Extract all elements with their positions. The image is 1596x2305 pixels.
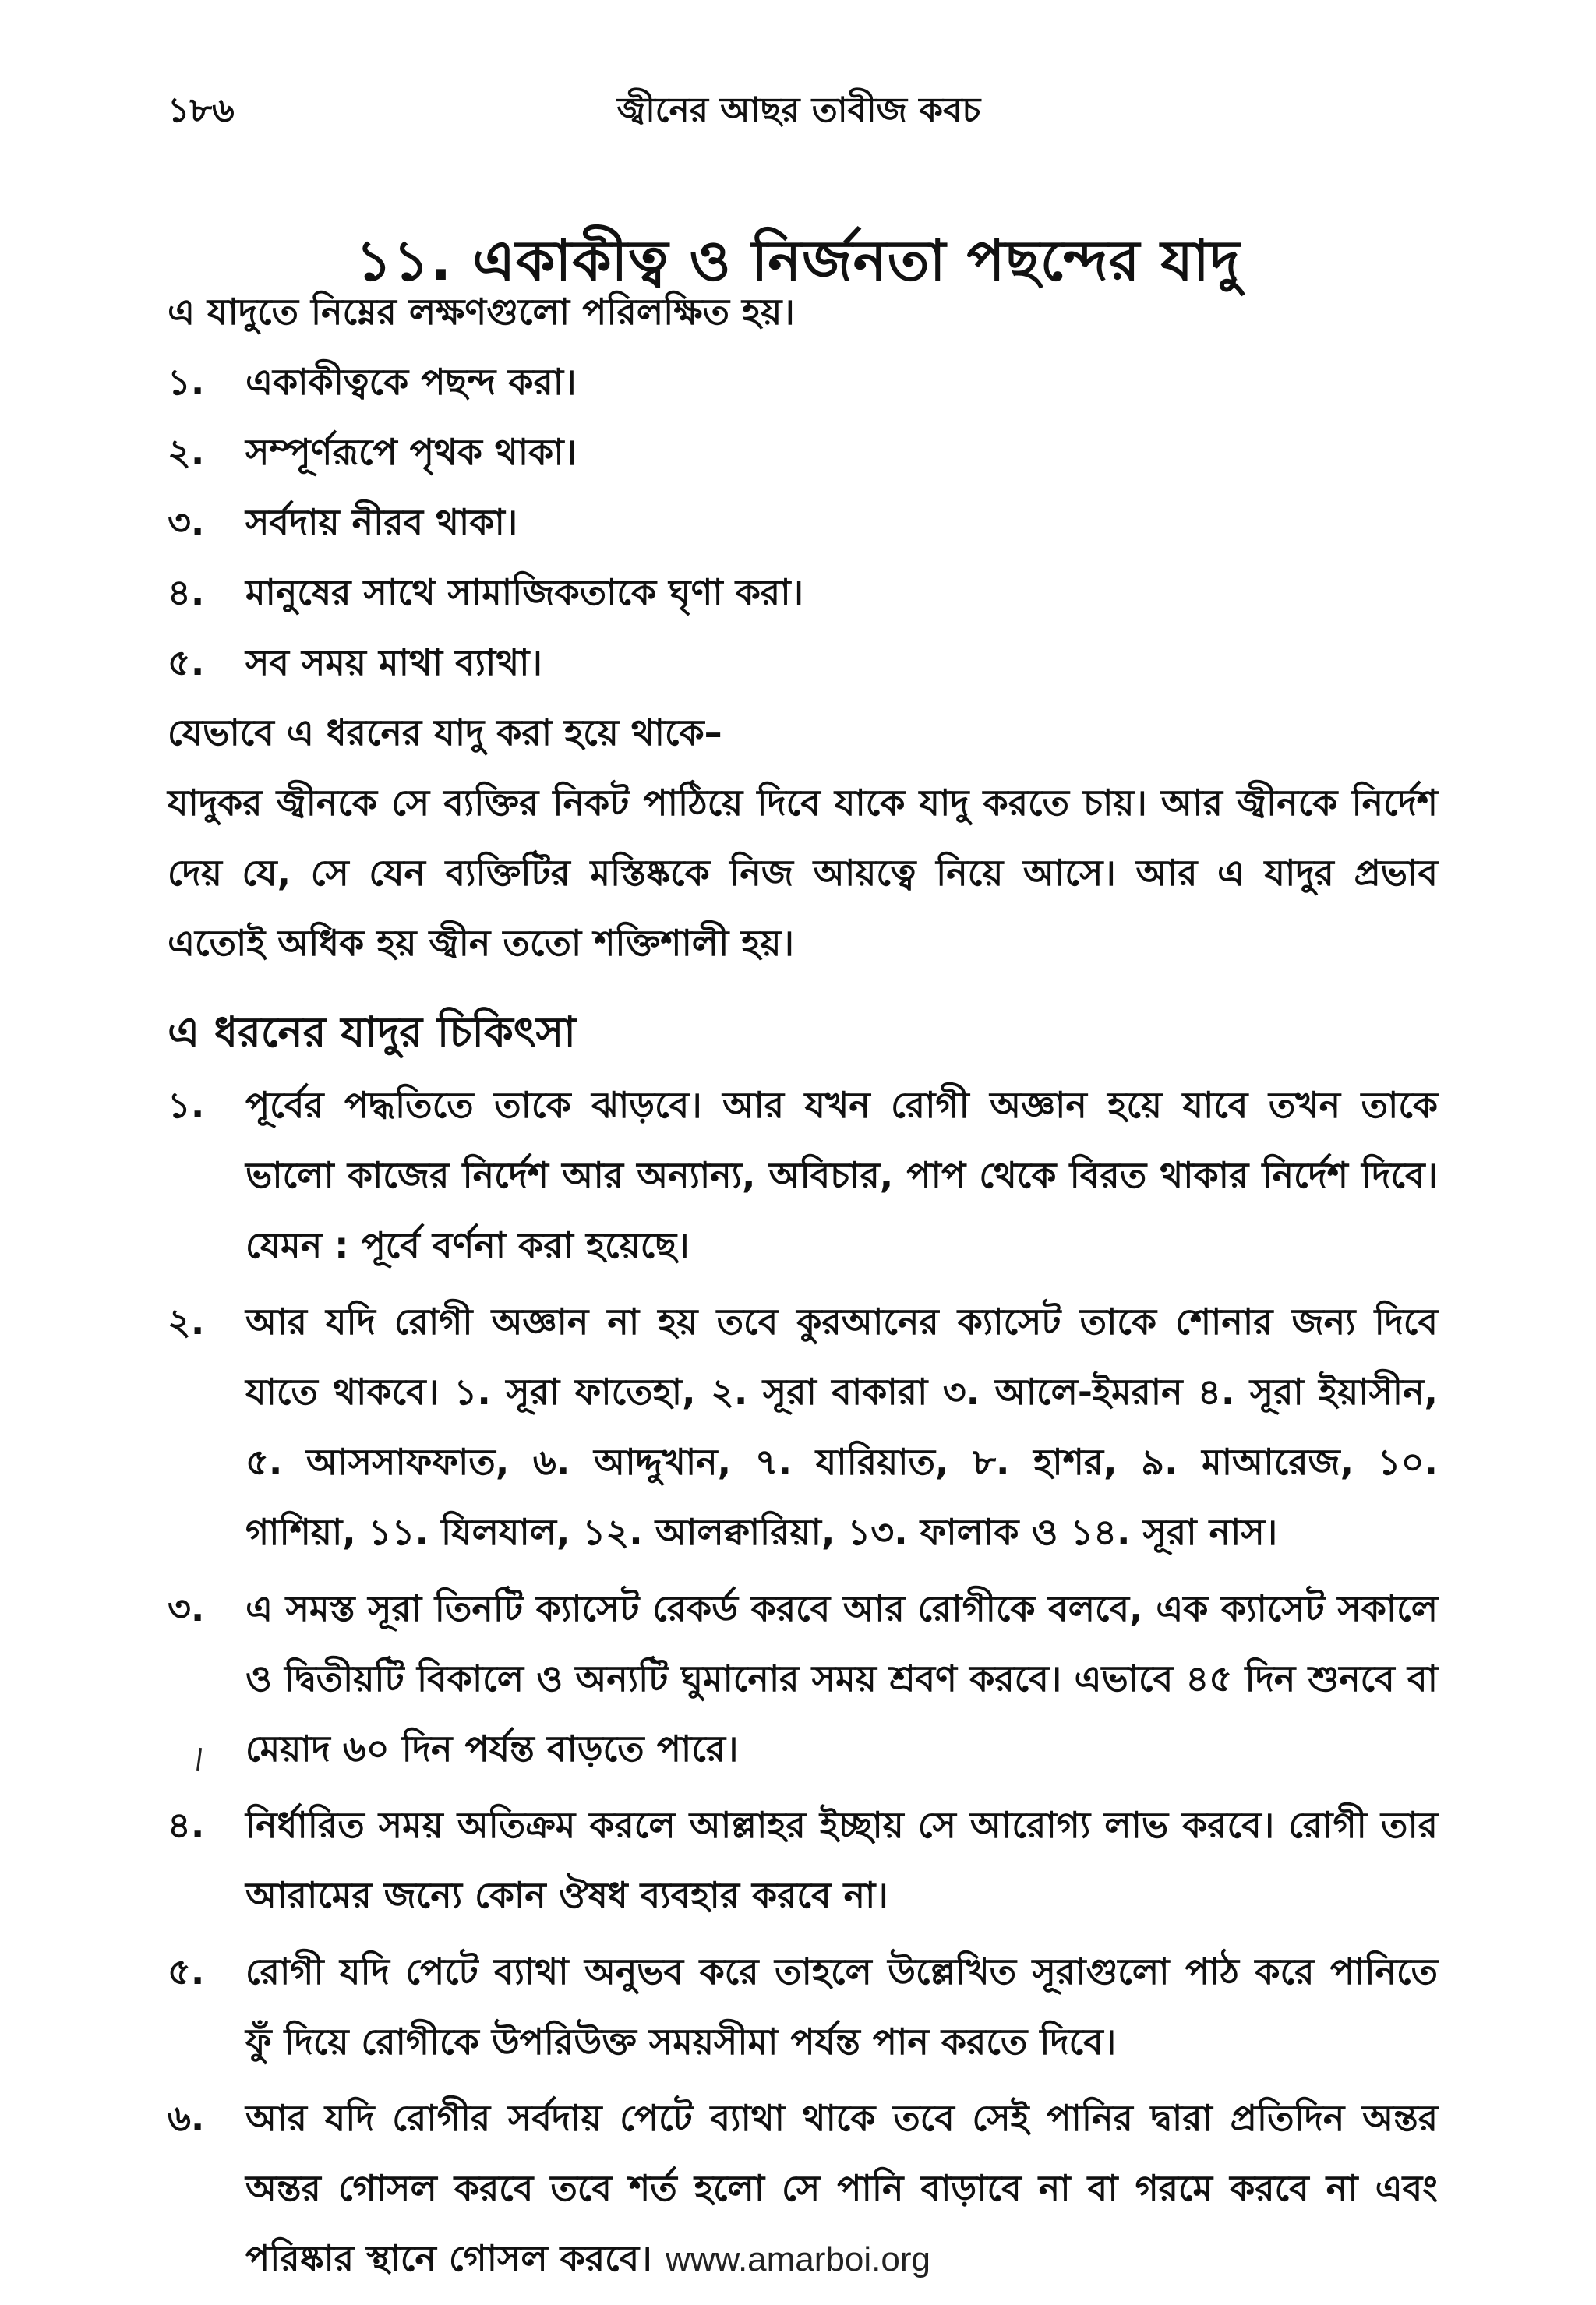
list-item-text: পূর্বের পদ্ধতিতে তাকে ঝাড়বে। আর যখন রোগী অজ্ঞান হয়ে যাবে তখন তাকে ভালো কাজের নির্দেশ আর অন্যান্য, অবিচার, পাপ থেকে বিরত থাকার নির্দেশ দিবে। যেমন : পূর্বে বর্ণনা করা হয়েছে।	[245, 1084, 1438, 1266]
list-item-text: রোগী যদি পেটে ব্যাথা অনুভব করে তাহলে উল্লেখিত সূরাগুলো পাঠ করে পানিতে ফুঁ দিয়ে রোগীকে উপরিউক্ত সময়সীমা পর্যন্ত পান করতে দিবে।	[245, 1950, 1438, 2063]
list-item	[168, 1573, 1438, 1784]
list-item	[168, 487, 1438, 557]
list-item-text: মানুষের সাথে সামাজিকতাকে ঘৃণা করা।	[245, 571, 804, 613]
list-item-number: ৪.	[168, 1804, 205, 1846]
list-item-number: ১.	[168, 1084, 205, 1126]
list-item	[168, 1790, 1438, 1930]
list-item-number: ৪.	[168, 571, 205, 613]
list-item-number: ৩.	[168, 501, 205, 543]
list-item-text: সম্পূর্ণরূপে পৃথক থাকা।	[245, 431, 577, 473]
list-item-number: ২.	[168, 431, 205, 473]
list-item-number: ২.	[168, 1301, 205, 1343]
list-item-number: ১.	[168, 361, 205, 403]
treatment-list	[168, 1070, 1438, 2293]
footer-url: www.amarboi.org	[666, 2240, 930, 2279]
list-item-text: আর যদি রোগী অজ্ঞান না হয় তবে কুরআনের ক্যাসেট তাকে শোনার জন্য দিবে যাতে থাকবে। ১. সূরা ফাতেহা, ২. সূরা বাকারা ৩. আলে-ইমরান ৪. সূরা ইয়াসীন, ৫. আসসাফফাত, ৬. আদ্দুখান, ৭. যারিয়াত, ৮. হাশর, ৯. মাআরেজ, ১০. গাশিয়া, ১১. যিলযাল, ১২. আলক্বারিয়া, ১৩. ফালাক ও ১৪. সূরা নাস।	[245, 1301, 1438, 1553]
treatment-heading: এ ধরনের যাদুর চিকিৎসা	[168, 1008, 576, 1057]
list-item	[168, 347, 1438, 417]
method-text: যাদুকর জ্বীনকে সে ব্যক্তির নিকট পাঠিয়ে দিবে যাকে যাদু করতে চায়। আর জ্বীনকে নির্দেশ দেয় যে, সে যেন ব্যক্তিটির মস্তিষ্ককে নিজ আয়ত্বে নিয়ে আসে। আর এ যাদুর প্রভাব এতোই অধিক হয় জ্বীন ততো শক্তিশালী হয়।	[168, 782, 1438, 964]
running-header	[168, 84, 1430, 139]
list-item	[168, 417, 1438, 487]
page-content	[168, 277, 1438, 2300]
list-item-text: আর যদি রোগীর সর্বদায় পেটে ব্যাথা থাকে তবে সেই পানির দ্বারা প্রতিদিন অন্তর অন্তর গোসল করবে তবে শর্ত হলো সে পানি বাড়াবে না বা গরমে করবে না এবং পরিষ্কার স্থানে গোসল করবে।	[245, 2097, 1438, 2279]
symptom-list	[168, 347, 1438, 697]
list-item-number: ৬.	[168, 2097, 205, 2139]
list-item	[168, 1287, 1438, 1567]
list-item-text: নির্ধারিত সময় অতিক্রম করলে আল্লাহর ইচ্ছায় সে আরোগ্য লাভ করবে। রোগী তার আরামের জন্যে কোন ঔষধ ব্যবহার করবে না।	[245, 1804, 1438, 1916]
list-item-number: ৩.	[168, 1587, 205, 1629]
list-item-text: একাকীত্বকে পছন্দ করা।	[245, 361, 577, 403]
list-item-text: এ সমস্ত সূরা তিনটি ক্যাসেট রেকর্ড করবে আর রোগীকে বলবে, এক ক্যাসেট সকালে ও দ্বিতীয়টি বিকালে ও অন্যটি ঘুমানোর সময় শ্রবণ করবে। এভাবে ৪৫ দিন শুনবে বা মেয়াদ ৬০ দিন পর্যন্ত বাড়তে পারে।	[245, 1587, 1438, 1770]
list-item	[168, 557, 1438, 627]
book-title: জ্বীনের আছর তাবীজ কবচ	[616, 90, 981, 130]
intro-text: এ যাদুতে নিম্নের লক্ষণগুলো পরিলক্ষিত হয়।	[168, 291, 795, 333]
list-item	[168, 1070, 1438, 1280]
list-item-text: সর্বদায় নীরব থাকা।	[245, 501, 518, 543]
list-item	[168, 1936, 1438, 2077]
method-heading: যেভাবে এ ধরনের যাদু করা হয়ে থাকে–	[168, 711, 722, 754]
chapter-title: ১১. একাকীত্ব ও নির্জনতা পছন্দের যাদু	[355, 228, 1241, 294]
list-item-number: ৫.	[168, 1950, 205, 1993]
page-number: ১৮৬	[168, 90, 235, 130]
list-item	[168, 627, 1438, 697]
list-item-text: সব সময় মাথা ব্যাথা।	[245, 641, 542, 683]
list-item-number: ৫.	[168, 641, 205, 683]
